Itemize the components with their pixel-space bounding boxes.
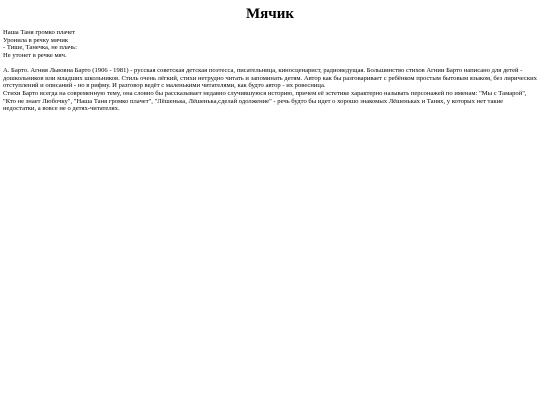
- poem-line: - Тише, Танечка, не плачь:: [3, 44, 78, 52]
- poem-line: Наша Таня громко плачет: [3, 29, 76, 36]
- page-title: Мячик: [245, 6, 295, 22]
- poem-block: [3, 29, 537, 60]
- poem-line: Уронила в речку мячик: [3, 36, 69, 44]
- author-paragraph-2: Стихи Барто всегда на современную тему, она словно бы рассказывает недавно случившуюся историю, причем её эстетике характерно называть персонажей по именам: "Мы с Тамарой", "Кто не знает Любочку", "Наша Таня громко плачет", "Лёшенька, Лёшенька,сделай одолжение" - речь будто бы идет о хорошо знакомых Лёшеньках и Танях, у которых нет такие недостатки, а вовсе не о детях-читателях.: [3, 89, 527, 113]
- author-paragraph-1: А. Барто. Агния Львовна Барто (1906 - 1981) - русская советская детская поэтесса, писательница, киносценарист, радиоведущая. Большинство стихов Агнии Барто написано для детей - дошкольников или младших школьников. Стиль очень лёгкий, стихи нетрудно читать и запоминать детям. Автор как бы разговаривает с ребёнком простым бытовым языком, без лирических отступлений и описаний - но в рифму. И разговор ведёт с маленькими читателями, как будто автор - их ровесница.: [3, 66, 537, 90]
- poem-line: Не утонет в речке мяч.: [3, 52, 67, 60]
- author-description: [3, 67, 537, 113]
